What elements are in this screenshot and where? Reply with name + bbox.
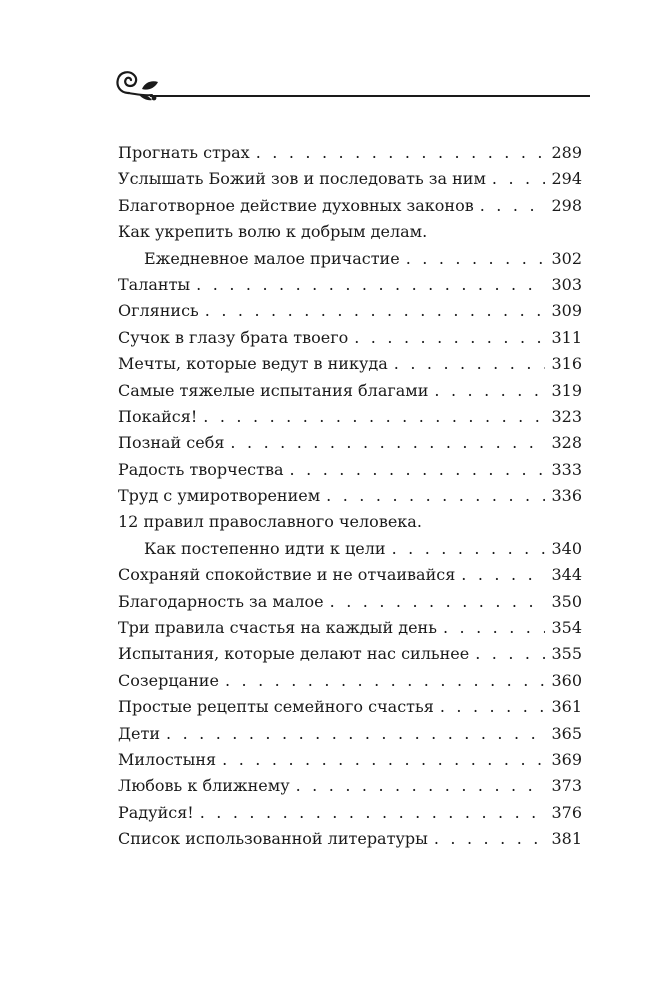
toc-entry xyxy=(118,536,582,562)
toc-entry-title: Простые рецепты семейного счастья xyxy=(118,697,434,717)
toc-entry-title: Радость творчества xyxy=(118,459,284,479)
toc-entry-page-number: 336 xyxy=(551,486,582,506)
toc-leader-dots xyxy=(225,668,546,694)
toc-entry-page-number: 355 xyxy=(551,644,582,664)
toc-entry xyxy=(118,298,582,324)
toc-leader-dots xyxy=(200,800,546,826)
toc-entry-title: Как укрепить волю к добрым делам. xyxy=(118,222,428,242)
toc-entry-title: Труд с умиротворением xyxy=(118,486,321,506)
toc-leader-dots xyxy=(434,826,546,852)
toc-leader-dots xyxy=(475,641,545,667)
toc-entry-title: Созерцание xyxy=(118,670,219,690)
toc-entry-title: Сучок в глазу брата твоего xyxy=(118,327,349,347)
toc-entry xyxy=(118,694,582,720)
toc-entry-page-number: 381 xyxy=(551,829,582,849)
toc-leader-dots xyxy=(443,615,546,641)
toc-entry-page-number: 303 xyxy=(551,274,582,294)
toc-entry xyxy=(118,826,582,852)
toc-entry-page-number: 298 xyxy=(551,195,582,215)
toc-entry xyxy=(118,325,582,351)
toc-entry-page-number: 316 xyxy=(551,354,582,374)
toc-entry xyxy=(118,747,582,773)
toc-leader-dots xyxy=(440,694,546,720)
toc-leader-dots xyxy=(203,404,545,430)
toc-entry-title: Испытания, которые делают нас сильнее xyxy=(118,644,470,664)
toc-entry xyxy=(118,773,582,799)
toc-entry xyxy=(118,483,582,509)
toc-entry-page-number: 376 xyxy=(551,802,582,822)
toc-leader-dots xyxy=(392,536,546,562)
toc-entry-title: Оглянись xyxy=(118,301,199,321)
toc-leader-dots xyxy=(166,721,545,747)
toc-entry xyxy=(118,219,582,245)
toc-entry-title: Список использованной литературы xyxy=(118,829,428,849)
toc-entry xyxy=(118,457,582,483)
toc-entry-page-number: 294 xyxy=(551,169,582,189)
toc-entry xyxy=(118,430,582,456)
toc-entry xyxy=(118,246,582,272)
toc-entry-page-number: 340 xyxy=(551,538,582,558)
toc-entry xyxy=(118,404,582,430)
toc-leader-dots xyxy=(290,457,546,483)
toc-entry-page-number: 361 xyxy=(551,697,582,717)
toc-entry-page-number: 369 xyxy=(551,749,582,769)
toc-entry-title: Три правила счастья на каждый день xyxy=(118,618,437,638)
toc-entry xyxy=(118,641,582,667)
toc-entry-page-number: 344 xyxy=(551,565,582,585)
toc-entry-page-number: 333 xyxy=(551,459,582,479)
toc-entry-title: Покайся! xyxy=(118,406,198,426)
toc-entry-title: Услышать Божий зов и последовать за ним xyxy=(118,169,486,189)
toc-leader-dots xyxy=(406,246,546,272)
toc-entry-title: Милостыня xyxy=(118,749,217,769)
toc-entry-page-number: 309 xyxy=(551,301,582,321)
toc-entry xyxy=(118,166,582,192)
toc-entry xyxy=(118,562,582,588)
toc-entry xyxy=(118,800,582,826)
table-of-contents xyxy=(118,140,582,853)
swirl-leaves-ornament-icon xyxy=(112,62,162,104)
toc-entry-title: Таланты xyxy=(118,274,191,294)
toc-entry-title: Радуйся! xyxy=(118,802,194,822)
toc-entry-title: Ежедневное малое причастие xyxy=(144,248,400,268)
toc-entry-page-number: 350 xyxy=(551,591,582,611)
toc-entry xyxy=(118,193,582,219)
toc-entry-title: 12 правил православного человека. xyxy=(118,512,422,532)
toc-entry-title: Мечты, которые ведут в никуда xyxy=(118,354,388,374)
toc-entry-title: Сохраняй спокойствие и не отчаивайся xyxy=(118,565,456,585)
toc-leader-dots xyxy=(296,773,546,799)
toc-entry-page-number: 328 xyxy=(551,433,582,453)
toc-leader-dots xyxy=(205,298,546,324)
toc-entry-page-number: 323 xyxy=(551,406,582,426)
toc-entry-title: Как постепенно идти к цели xyxy=(144,538,386,558)
toc-leader-dots xyxy=(230,430,545,456)
toc-leader-dots xyxy=(434,378,545,404)
toc-leader-dots xyxy=(480,193,546,219)
toc-leader-dots xyxy=(196,272,545,298)
toc-entry-title: Дети xyxy=(118,723,160,743)
toc-entry xyxy=(118,589,582,615)
toc-entry-title: Познай себя xyxy=(118,433,225,453)
toc-entry-page-number: 360 xyxy=(551,670,582,690)
toc-leader-dots xyxy=(330,589,546,615)
toc-entry-page-number: 373 xyxy=(551,776,582,796)
toc-leader-dots xyxy=(354,325,545,351)
toc-entry-title: Благотворное действие духовных законов xyxy=(118,195,474,215)
toc-entry-page-number: 354 xyxy=(551,618,582,638)
toc-entry xyxy=(118,351,582,377)
toc-entry xyxy=(118,140,582,166)
toc-entry-page-number: 365 xyxy=(551,723,582,743)
toc-entry-page-number: 319 xyxy=(551,380,582,400)
header-rule xyxy=(150,95,590,97)
toc-leader-dots xyxy=(492,166,546,192)
toc-leader-dots xyxy=(222,747,545,773)
toc-entry xyxy=(118,668,582,694)
toc-entry-title: Любовь к ближнему xyxy=(118,776,290,796)
toc-leader-dots xyxy=(394,351,546,377)
toc-entry xyxy=(118,615,582,641)
toc-entry xyxy=(118,509,582,535)
toc-leader-dots xyxy=(326,483,545,509)
toc-entry-title: Благодарность за малое xyxy=(118,591,324,611)
toc-entry xyxy=(118,378,582,404)
toc-entry-page-number: 289 xyxy=(551,143,582,162)
toc-leader-dots xyxy=(256,140,546,166)
toc-leader-dots xyxy=(461,562,545,588)
toc-entry xyxy=(118,721,582,747)
toc-entry-page-number: 311 xyxy=(551,327,582,347)
toc-entry-title: Самые тяжелые испытания благами xyxy=(118,380,429,400)
toc-entry xyxy=(118,272,582,298)
toc-entry-page-number: 302 xyxy=(551,248,582,268)
toc-entry-title: Прогнать страх xyxy=(118,143,250,162)
